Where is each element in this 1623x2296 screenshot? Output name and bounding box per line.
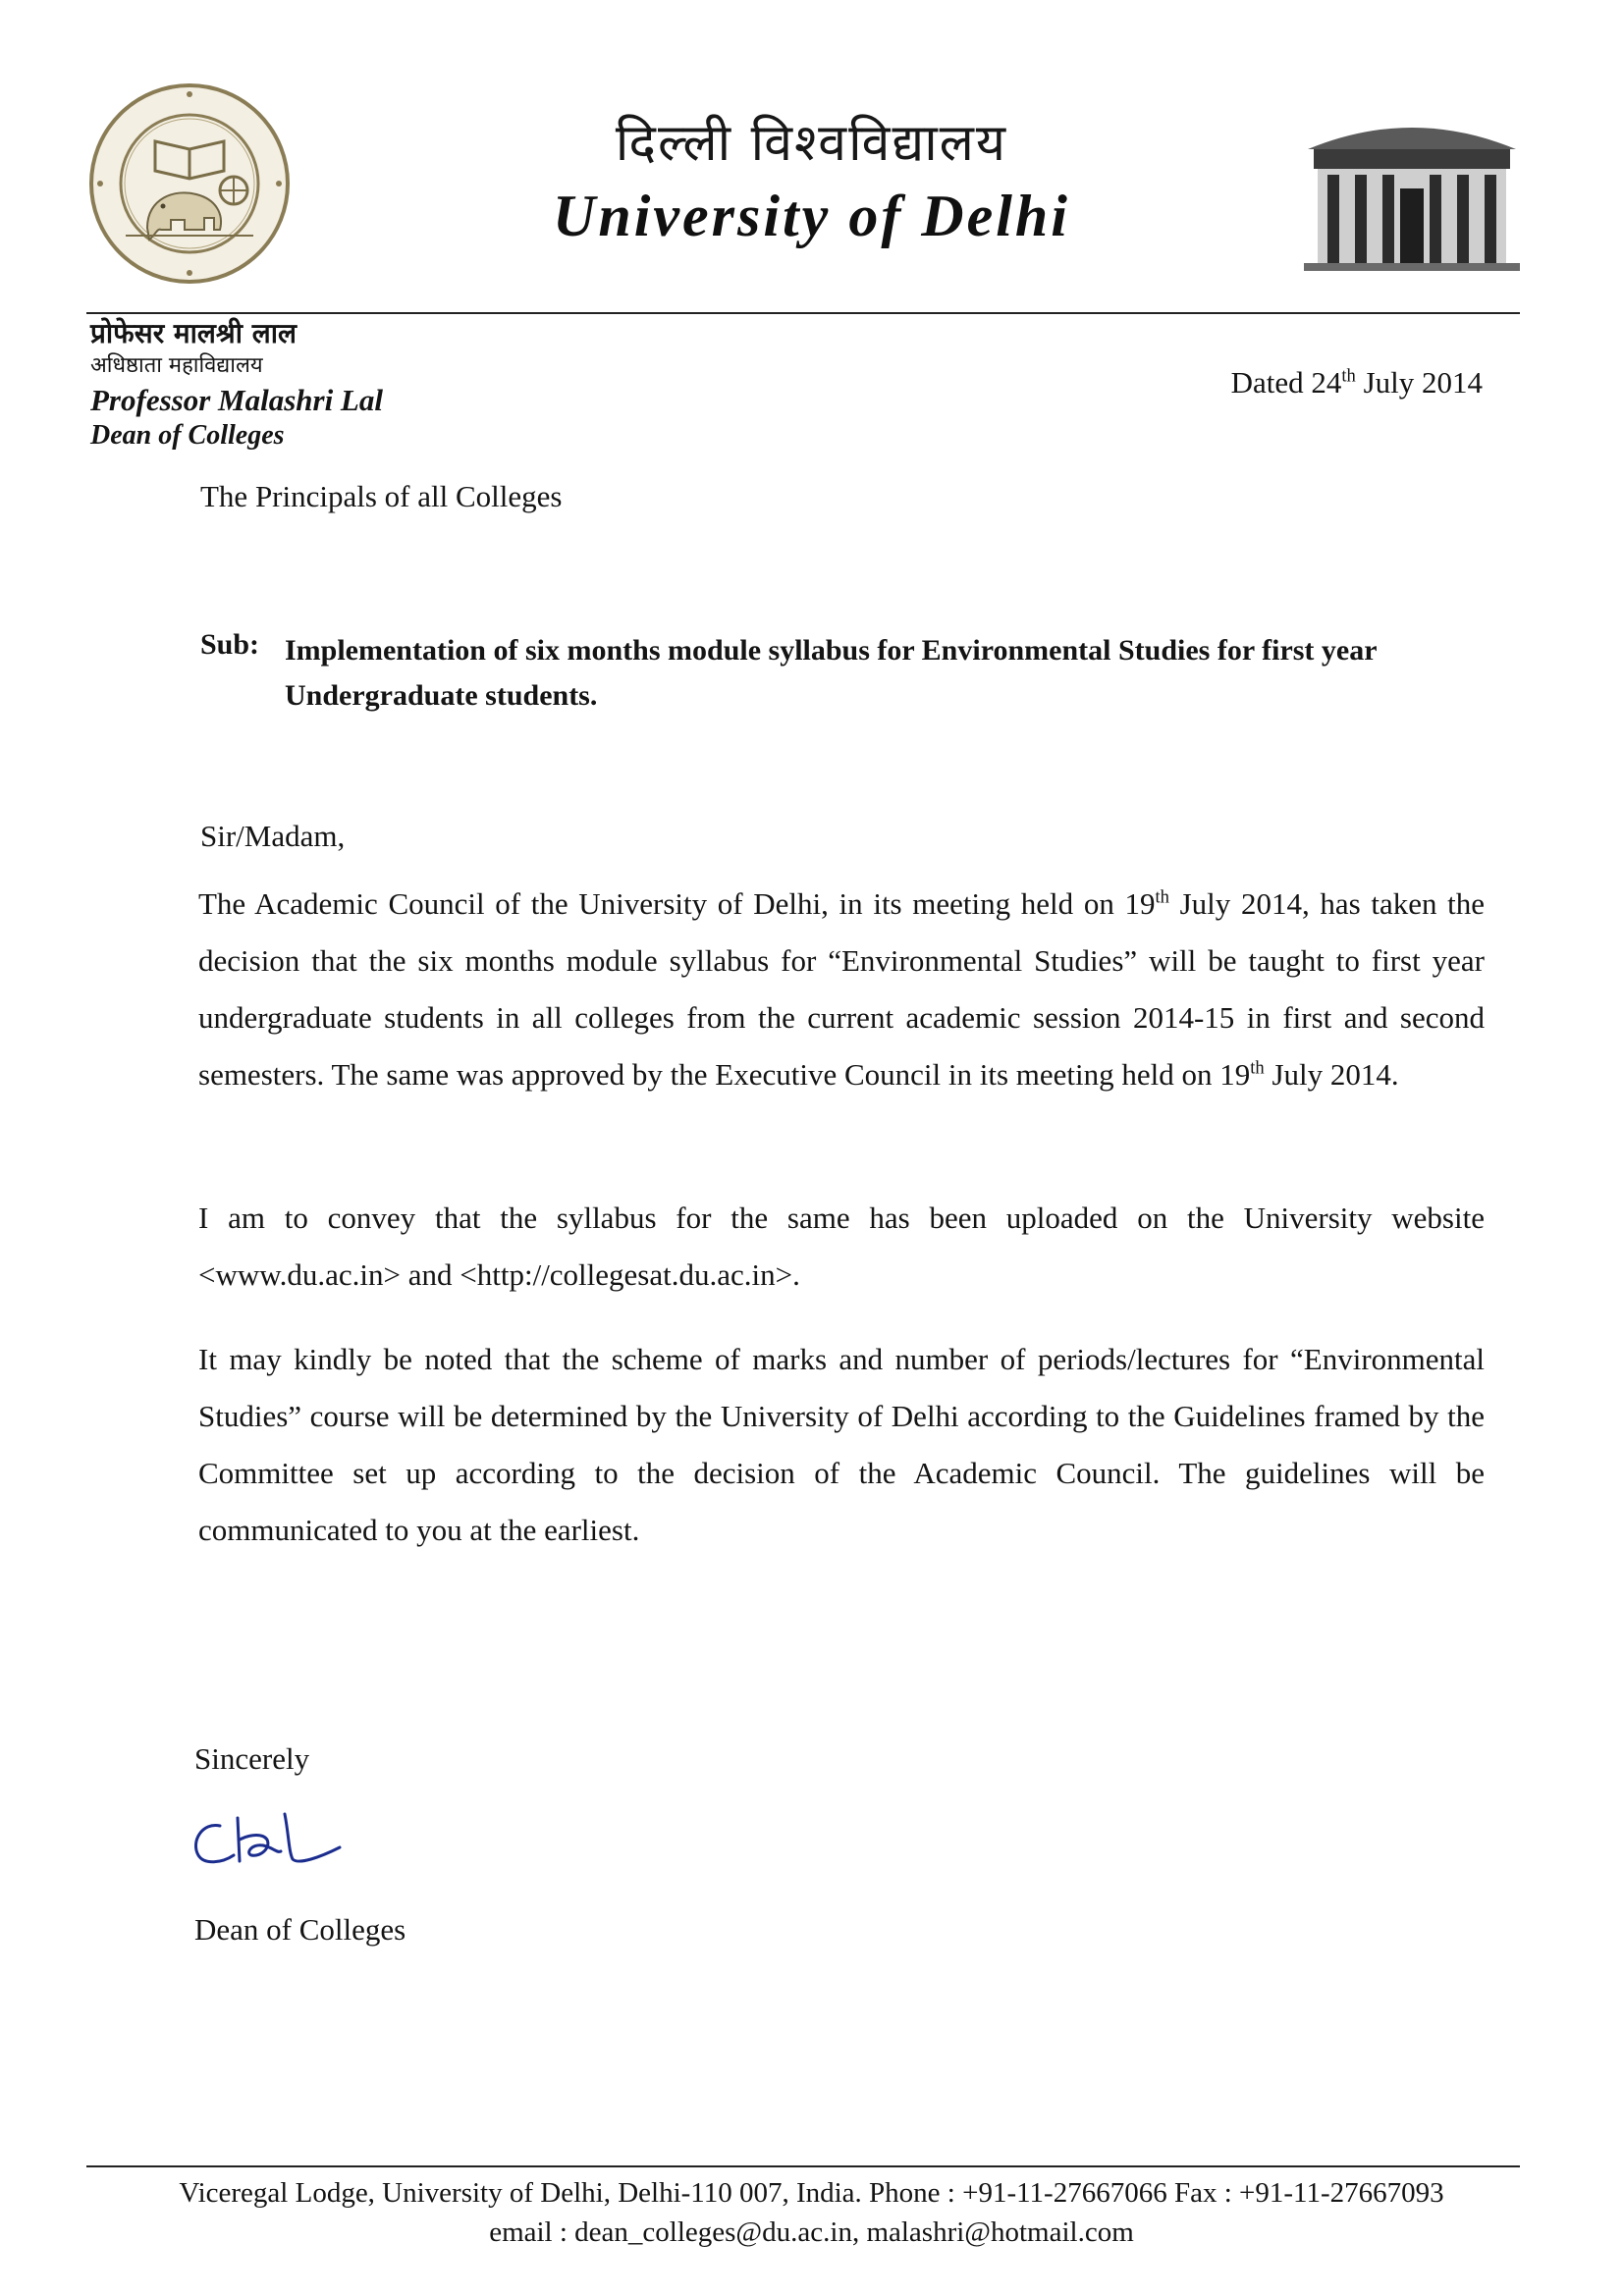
closing-signoff: Dean of Colleges <box>194 1912 406 1947</box>
subject-text: Implementation of six months module syllabus for Environmental Studies for first year Undergraduate students. <box>285 634 1378 712</box>
closing-sincerely: Sincerely <box>194 1741 310 1776</box>
university-name-english: University of Delhi <box>553 184 1070 248</box>
footer-divider <box>86 2165 1520 2167</box>
university-name-hindi: दिल्ली विश्वविद्यालय <box>615 114 1008 173</box>
letter-date: Dated 24th July 2014 <box>1230 365 1483 400</box>
paragraph-2: I am to convey that the syllabus for the same has been uploaded on the University website <www.du.ac.in> and <http://collegesat.du.ac.in>. <box>198 1201 1485 1292</box>
subject-label: Sub: <box>200 628 260 661</box>
signature-icon <box>183 1804 359 1883</box>
salutation: Sir/Madam, <box>200 819 346 853</box>
sender-designation-hindi: अधिष्ठाता महाविद्यालय <box>90 353 263 378</box>
recipient: The Principals of all Colleges <box>200 479 563 513</box>
paragraph-1: The Academic Council of the University of Delhi, in its meeting held on 19th July 2014, has taken the decision that the six months module syllabus for “Environmental Studies” will be taught to first year undergraduate students in all colleges from the current academic session 2014-15 in first and second semesters. The same was approved by the Executive Council in its meeting held on 19th July 2014. <box>198 886 1485 1092</box>
sender-designation: Dean of Colleges <box>90 420 285 451</box>
sender-name: Professor Malashri Lal <box>90 383 383 417</box>
footer-address: Viceregal Lodge, University of Delhi, Delhi-110 007, India. Phone : +91-11-27667066 Fax : +91-11-27667093 <box>179 2177 1444 2209</box>
paragraph-3: It may kindly be noted that the scheme of marks and number of periods/lectures for “Environmental Studies” course will be determined by the University of Delhi according to the Guidelines framed by the Committee set up according to the decision of the Academic Council. The guidelines will be communicated to you at the earliest. <box>198 1342 1485 1547</box>
header-divider <box>86 312 1520 314</box>
sender-name-hindi: प्रोफेसर मालश्री लाल <box>90 317 297 349</box>
footer-email: email : dean_colleges@du.ac.in, malashri@hotmail.com <box>489 2216 1134 2248</box>
